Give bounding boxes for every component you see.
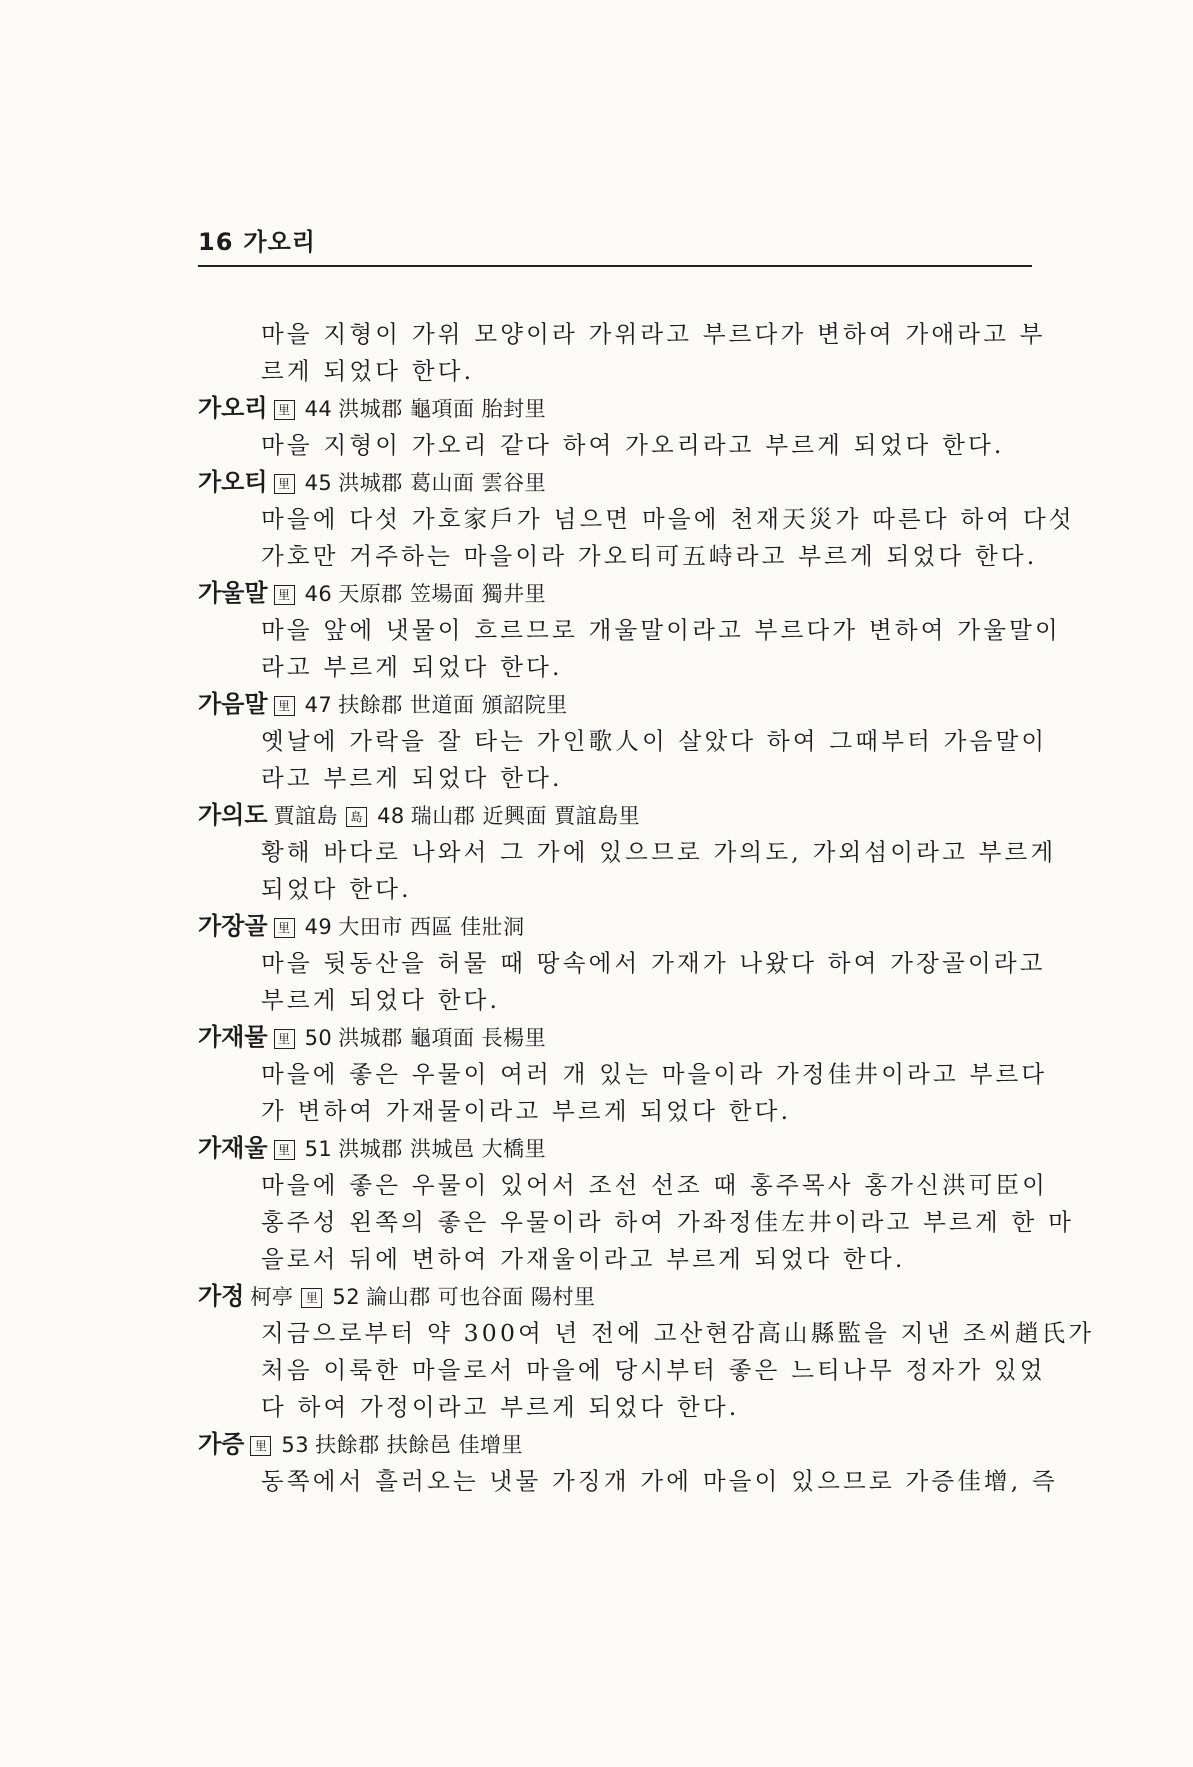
- entry-address: 洪城郡 龜項面 長楊里: [338, 1026, 547, 1050]
- entry-text-line: 마을 뒷동산을 허물 때 땅속에서 가재가 나왔다 하여 가장골이라고: [261, 949, 1046, 977]
- entry-name: 가의도: [198, 801, 268, 829]
- entry-name: 가음말: [198, 690, 268, 718]
- entry-number: 50: [304, 1026, 333, 1050]
- entry-heading: [198, 686, 1038, 723]
- entry-text-line: 가호만 거주하는 마을이라 가오티可五峙라고 부르게 되었다 한다.: [261, 542, 1038, 570]
- entry-address: 洪城郡 龜項面 胎封里: [338, 397, 547, 421]
- entry-text-line: 다 하여 가정이라고 부르게 되었다 한다.: [261, 1393, 740, 1421]
- entry-text-line: 지금으로부터 약 300여 년 전에 고산현감高山縣監을 지낸 조씨趙氏가: [261, 1319, 1095, 1347]
- entry-number: 49: [304, 915, 333, 939]
- entry-number: 45: [304, 471, 333, 495]
- entry-heading: [198, 1019, 1038, 1056]
- entry-text-line: 라고 부르게 되었다 한다.: [261, 764, 563, 792]
- entry-type-marker: 里: [274, 918, 295, 938]
- entry-address: 扶餘郡 世道面 頒詔院里: [338, 693, 568, 717]
- entry-number: 52: [332, 1285, 361, 1309]
- entry-text-line: 되었다 한다.: [261, 875, 412, 903]
- entry-heading: [198, 908, 1038, 945]
- entry-name: 가증: [198, 1430, 245, 1458]
- entry-text-line: 을로서 뒤에 변하여 가재울이라고 부르게 되었다 한다.: [261, 1245, 906, 1273]
- entry-text-line: 라고 부르게 되었다 한다.: [261, 653, 563, 681]
- page-number: 16: [198, 228, 234, 256]
- entry-text-line: 마을에 좋은 우물이 있어서 조선 선조 때 홍주목사 홍가신洪可臣이: [261, 1171, 1049, 1199]
- entry-heading: [198, 575, 1038, 612]
- entry-name: 가오리: [198, 394, 268, 422]
- entry-heading: [198, 1426, 1038, 1463]
- entry-text-line: 마을 앞에 냇물이 흐르므로 개울말이라고 부르다가 변하여 가울말이: [261, 616, 1061, 644]
- entry-hanja: 柯亭: [250, 1285, 294, 1309]
- running-title: 가오리: [243, 228, 316, 256]
- entry-number: 51: [304, 1137, 333, 1161]
- entry-type-marker: 里: [274, 474, 295, 494]
- entry-text-line: 르게 되었다 한다.: [261, 357, 475, 385]
- entry-text-line: 황해 바다로 나와서 그 가에 있으므로 가의도, 가외섬이라고 부르게: [261, 838, 1057, 866]
- entry-heading: [198, 1278, 1038, 1315]
- entry-text-line: 옛날에 가락을 잘 타는 가인歌人이 살았다 하여 그때부터 가음말이: [261, 727, 1048, 755]
- entry-name: 가정: [198, 1282, 245, 1310]
- entry-number: 46: [304, 582, 333, 606]
- entry-hanja: 賈誼島: [273, 804, 339, 828]
- entry-address: 洪城郡 洪城邑 大橋里: [338, 1137, 547, 1161]
- entry-type-marker: 里: [274, 1140, 295, 1160]
- entry-text-line: 마을 지형이 가오리 같다 하여 가오리라고 부르게 되었다 한다.: [261, 431, 1005, 459]
- entry-address: 天原郡 笠場面 獨井里: [338, 582, 547, 606]
- entry-address: 瑞山郡 近興面 賈誼島里: [410, 804, 641, 828]
- entry-text-line: 부르게 되었다 한다.: [261, 986, 501, 1014]
- entry-address: 洪城郡 葛山面 雲谷里: [338, 471, 547, 495]
- entry-type-marker: 里: [274, 400, 295, 420]
- entry-type-marker: 里: [250, 1436, 271, 1456]
- entry-name: 가재울: [198, 1134, 268, 1162]
- entry-type-marker: 里: [301, 1288, 322, 1308]
- entry-heading: [198, 797, 1038, 834]
- entry-type-marker: 里: [274, 1029, 295, 1049]
- entry-name: 가재물: [198, 1023, 268, 1051]
- entry-address: 大田市 西區 佳壯洞: [338, 915, 525, 939]
- entry-type-marker: 島: [346, 807, 367, 827]
- entry-text-line: 마을 지형이 가위 모양이라 가위라고 부르다가 변하여 가애라고 부: [261, 320, 1046, 348]
- entry-list: [198, 390, 1095, 1500]
- entry-name: 가오티: [198, 468, 268, 496]
- entry-number: 53: [281, 1433, 310, 1457]
- dictionary-content: [198, 316, 1095, 1500]
- entry-type-marker: 里: [274, 585, 295, 605]
- entry-text-line: 동쪽에서 흘러오는 냇물 가징개 가에 마을이 있으므로 가증佳增, 즉: [261, 1467, 1058, 1495]
- page-header: [198, 222, 1032, 267]
- entry-text-line: 처음 이룩한 마을로서 마을에 당시부터 좋은 느티나무 정자가 있었: [261, 1356, 1046, 1384]
- entry-text-line: 마을에 좋은 우물이 여러 개 있는 마을이라 가정佳井이라고 부르다: [261, 1060, 1048, 1088]
- entry-number: 48: [377, 804, 405, 828]
- entry-text-line: 홍주성 왼쪽의 좋은 우물이라 하여 가좌정佳左井이라고 부르게 한 마: [261, 1208, 1074, 1236]
- entry-address: 論山郡 可也谷面 陽村里: [366, 1285, 596, 1309]
- entry-type-marker: 里: [274, 696, 295, 716]
- entry-name: 가장골: [198, 912, 268, 940]
- entry-text-line: 마을에 다섯 가호家戶가 넘으면 마을에 천재天災가 따른다 하여 다섯: [261, 505, 1075, 533]
- entry-name: 가울말: [198, 579, 268, 607]
- entry-text-line: 가 변하여 가재물이라고 부르게 되었다 한다.: [261, 1097, 792, 1125]
- entry-heading: [198, 390, 1038, 427]
- entry-address: 扶餘郡 扶餘邑 佳增里: [315, 1433, 523, 1457]
- entry-number: 44: [304, 397, 333, 421]
- entry-heading: [198, 1130, 1038, 1167]
- entry-number: 47: [304, 693, 333, 717]
- entry-heading: [198, 464, 1038, 501]
